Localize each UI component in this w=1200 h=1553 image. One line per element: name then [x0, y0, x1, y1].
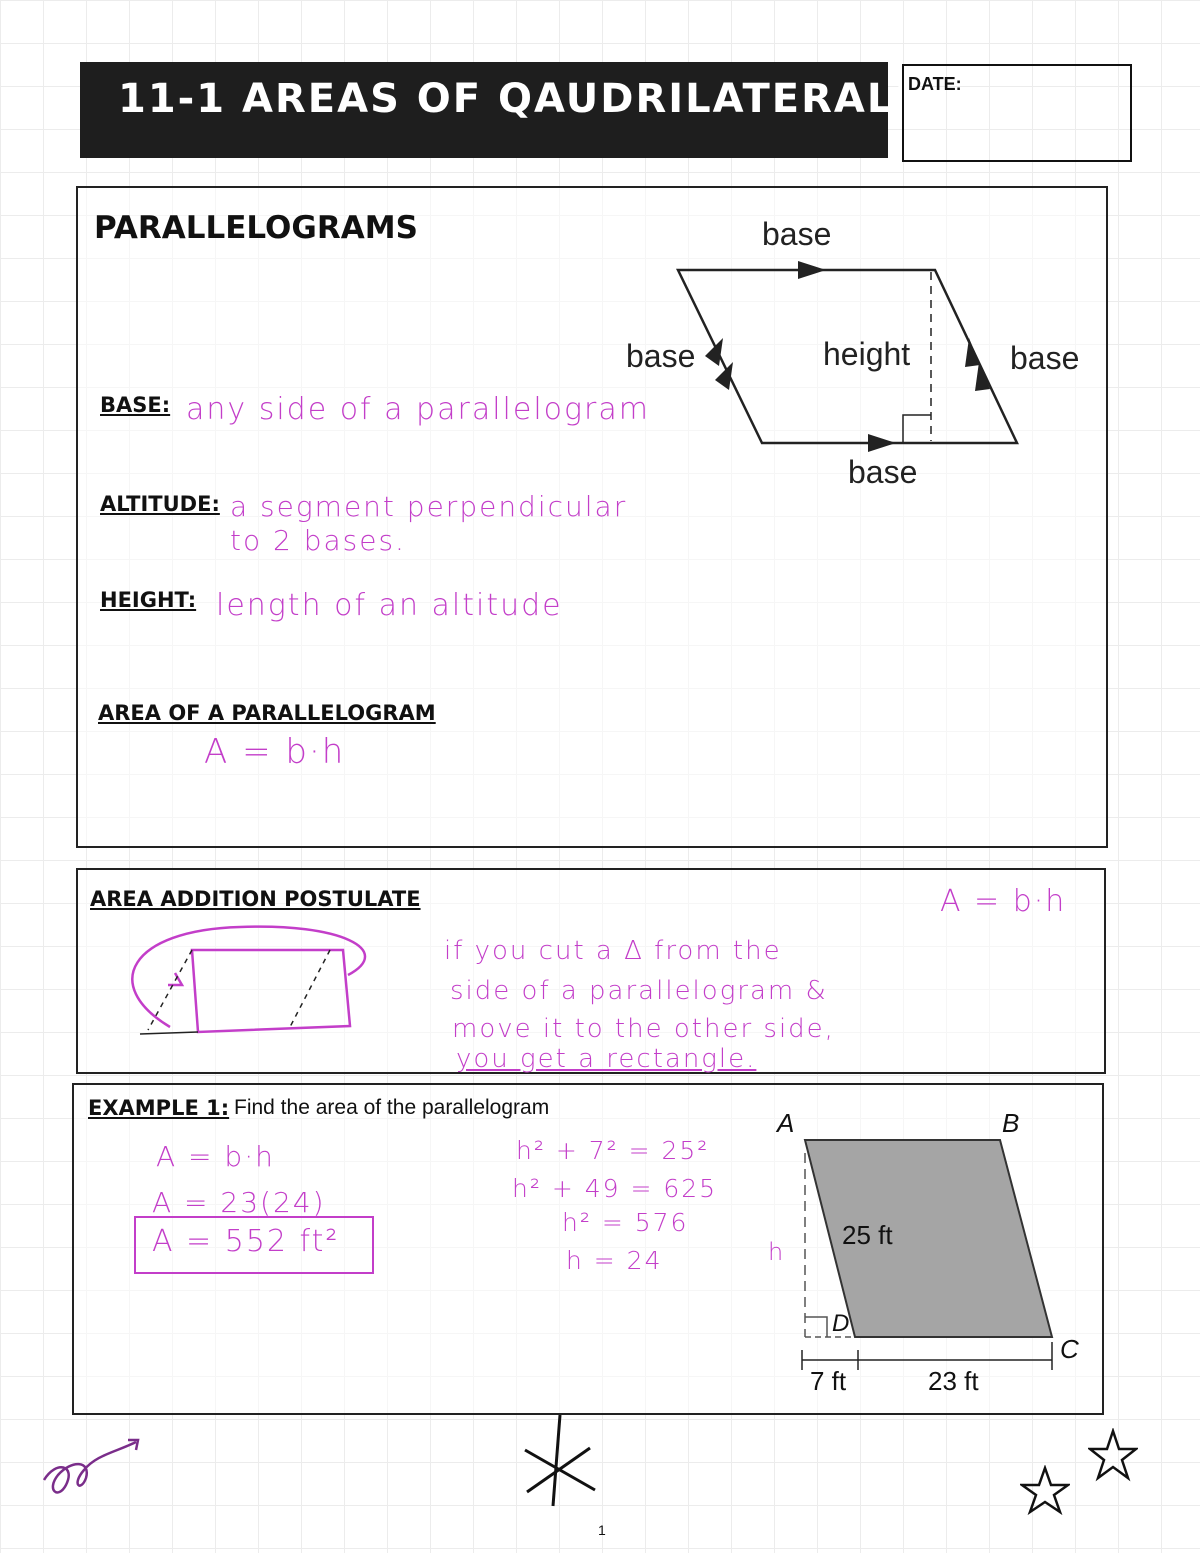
move-arrow-head	[168, 973, 182, 985]
star-doodle-large	[1088, 1428, 1138, 1483]
arrow-right-1	[965, 338, 980, 367]
area-heading: AREA OF A PARALLELOGRAM	[98, 701, 436, 725]
asterisk-doodle	[515, 1410, 605, 1510]
example-prompt: Find the area of the parallelogram	[234, 1096, 550, 1119]
pythag-step-1: h² + 7² = 25²	[516, 1136, 710, 1165]
work-answer: A = 552 ft²	[152, 1224, 340, 1259]
altitude-definition-line-2: to 2 bases.	[230, 524, 406, 557]
example-label: EXAMPLE 1:	[88, 1096, 230, 1120]
area-formula: A = b·h	[204, 732, 346, 772]
base-top-label: base	[762, 216, 832, 252]
postulate-note-line-2: side of a parallelogram &	[450, 976, 828, 1006]
curl-doodle	[36, 1430, 156, 1510]
base-right-label: base	[1010, 340, 1080, 376]
pythag-step-4: h = 24	[566, 1246, 663, 1275]
postulate-note-line-1: if you cut a Δ from the	[444, 936, 782, 966]
arrow-top	[798, 261, 826, 279]
altitude-definition-line-1: a segment perpendicular	[230, 490, 628, 523]
figure-height-label: h	[768, 1238, 786, 1266]
altitude-term: ALTITUDE:	[100, 492, 220, 516]
sketch-base	[140, 1032, 198, 1034]
side-label: 25 ft	[842, 1220, 893, 1250]
base-definition: any side of a parallelogram	[186, 392, 650, 427]
postulate-note-line-3: move it to the other side,	[452, 1014, 835, 1044]
postulate-note-line-4: you get a rectangle.	[456, 1044, 757, 1074]
arrow-bottom	[868, 434, 896, 452]
cut-line-left	[148, 950, 192, 1030]
right-angle-mark	[903, 415, 931, 443]
move-arrow	[132, 927, 365, 1027]
sketch-rectangle	[192, 950, 350, 1032]
example-figure	[760, 1105, 1090, 1405]
page-title: 11-1 AREAS OF QAUDRILATERALS	[118, 76, 926, 122]
arrow-right-2	[975, 362, 990, 391]
pythag-step-3: h² = 576	[562, 1208, 689, 1237]
work-step-2: A = 23(24)	[152, 1186, 326, 1219]
height-label: height	[823, 336, 911, 372]
date-label: DATE:	[908, 74, 962, 94]
base-bottom-label: base	[848, 454, 918, 490]
height-term: HEIGHT:	[100, 588, 197, 612]
parallelograms-heading: PARALLELOGRAMS	[94, 210, 418, 246]
example-right-angle	[805, 1317, 827, 1337]
work-step-1: A = b·h	[156, 1140, 275, 1173]
cut-line-right	[290, 950, 330, 1027]
postulate-sketch	[130, 915, 380, 1045]
postulate-heading: AREA ADDITION POSTULATE	[90, 887, 421, 911]
postulate-formula: A = b·h	[940, 884, 1067, 919]
base-left-label: base	[626, 338, 696, 374]
segment-23-label: 23 ft	[928, 1366, 979, 1396]
segment-7-label: 7 ft	[810, 1366, 847, 1396]
vertex-a: A	[777, 1108, 795, 1138]
pythag-step-2: h² + 49 = 625	[512, 1174, 718, 1203]
base-term: BASE:	[100, 393, 171, 417]
vertex-d: D	[832, 1310, 850, 1337]
vertex-b: B	[1002, 1108, 1020, 1138]
height-definition: length of an altitude	[216, 588, 563, 623]
vertex-c: C	[1060, 1334, 1079, 1364]
star-doodle-small	[1020, 1465, 1070, 1515]
page-number: 1	[598, 1522, 606, 1538]
